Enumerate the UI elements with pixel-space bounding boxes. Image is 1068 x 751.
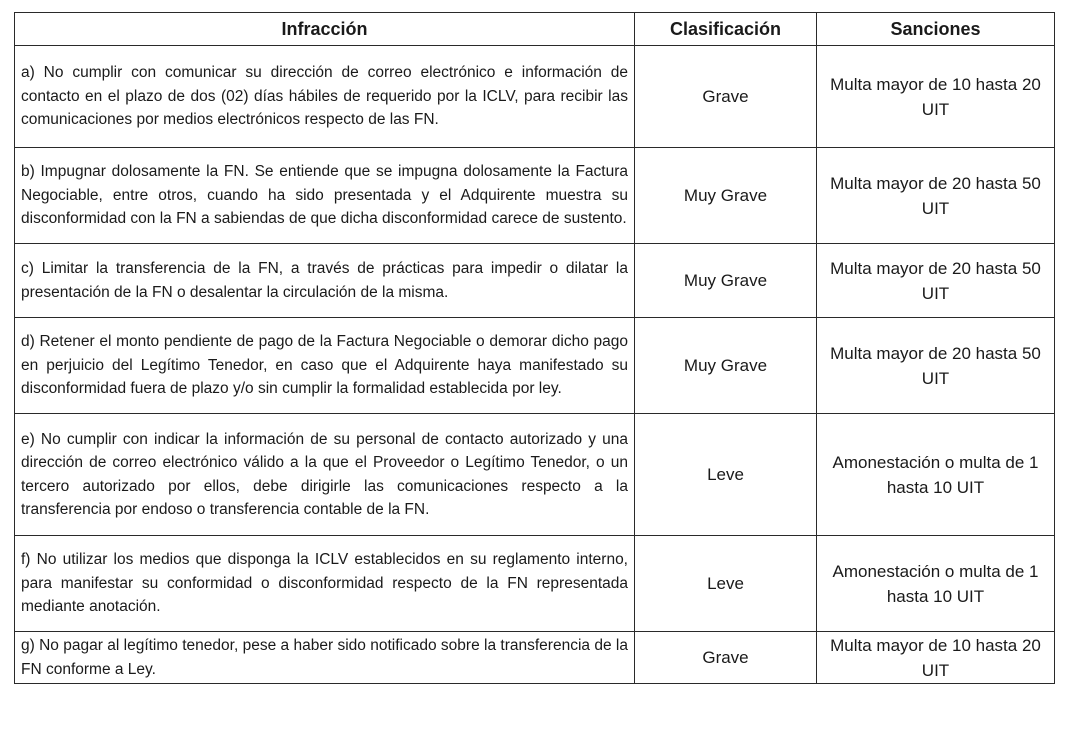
classification-cell: Grave: [635, 46, 817, 148]
infraction-cell: f) No utilizar los medios que disponga la ICLV establecidos en su reglamento interno, para manifestar su conformidad o disconformidad respecto de la FN representada mediante anotación.: [15, 536, 635, 632]
infraction-cell: c) Limitar la transferencia de la FN, a través de prácticas para impedir o dilatar la presentación de la FN o desalentar la circulación de la misma.: [15, 244, 635, 318]
classification-cell: Leve: [635, 414, 817, 536]
sanction-cell: Amonestación o multa de 1 hasta 10 UIT: [817, 536, 1055, 632]
table-row: [15, 244, 1055, 318]
sanction-cell: Multa mayor de 20 hasta 50 UIT: [817, 148, 1055, 244]
header-clasificacion: Clasificación: [635, 13, 817, 46]
table-row: [15, 318, 1055, 414]
sanction-cell: Multa mayor de 20 hasta 50 UIT: [817, 318, 1055, 414]
infraction-cell: a) No cumplir con comunicar su dirección de correo electrónico e información de contacto en el plazo de dos (02) días hábiles de requerido por la ICLV, para recibir las comunicaciones por medios electrónicos respecto de las FN.: [15, 46, 635, 148]
sanction-cell: Amonestación o multa de 1 hasta 10 UIT: [817, 414, 1055, 536]
table-row: [15, 632, 1055, 684]
classification-cell: Leve: [635, 536, 817, 632]
classification-cell: Grave: [635, 632, 817, 684]
classification-cell: Muy Grave: [635, 318, 817, 414]
infraction-cell: e) No cumplir con indicar la información de su personal de contacto autorizado y una dirección de correo electrónico válido a la que el Proveedor o Legítimo Tenedor, o un tercero autorizado por ellos, debe dirigirle las comunicaciones respecto a la transferencia por endoso o transferencia contable de la FN.: [15, 414, 635, 536]
header-sanciones: Sanciones: [817, 13, 1055, 46]
classification-cell: Muy Grave: [635, 244, 817, 318]
table-row: [15, 148, 1055, 244]
table-header: [15, 13, 1055, 46]
sanction-cell: Multa mayor de 10 hasta 20 UIT: [817, 632, 1055, 684]
table-row: [15, 46, 1055, 148]
infraction-cell: g) No pagar al legítimo tenedor, pese a haber sido notificado sobre la transferencia de la FN conforme a Ley.: [15, 632, 635, 684]
sanction-cell: Multa mayor de 20 hasta 50 UIT: [817, 244, 1055, 318]
table-body: [15, 46, 1055, 684]
sanction-cell: Multa mayor de 10 hasta 20 UIT: [817, 46, 1055, 148]
infraction-cell: b) Impugnar dolosamente la FN. Se entiende que se impugna dolosamente la Factura Negociable, entre otros, cuando ha sido presentada y el Adquirente muestra su disconformidad con la FN a sabiendas de que dicha disconformidad carece de sustento.: [15, 148, 635, 244]
table-row: [15, 414, 1055, 536]
header-infraccion: Infracción: [15, 13, 635, 46]
classification-cell: Muy Grave: [635, 148, 817, 244]
infraction-cell: d) Retener el monto pendiente de pago de la Factura Negociable o demorar dicho pago en perjuicio del Legítimo Tenedor, en caso que el Adquirente haya manifestado su disconformidad fuera de plazo y/o sin cumplir la formalidad establecida por ley.: [15, 318, 635, 414]
header-row: [15, 13, 1055, 46]
table-row: [15, 536, 1055, 632]
infractions-table: [14, 12, 1055, 684]
